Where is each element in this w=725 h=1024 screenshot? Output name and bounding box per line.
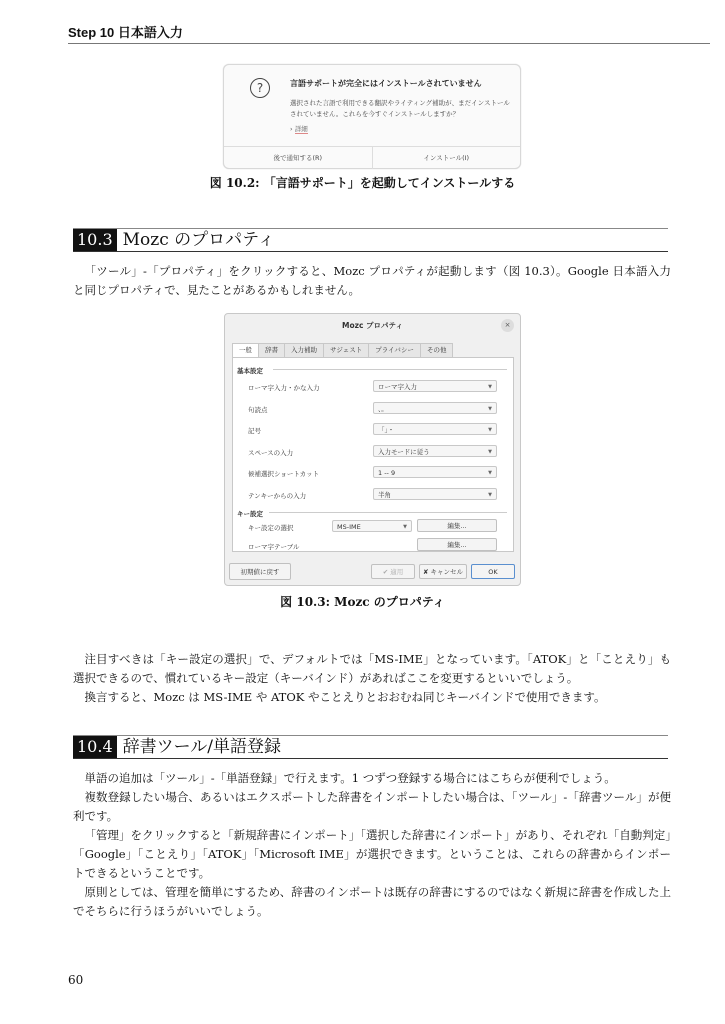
section-10-3-body [73, 262, 671, 300]
dropdown-arrow-icon: ▼ [488, 449, 492, 455]
tab-suggest[interactable]: サジェスト [323, 343, 369, 357]
general-panel [232, 357, 514, 552]
group-key-settings: キー設定 [237, 510, 263, 518]
candidate-shortcut-select[interactable]: 1 -- 9 ▼ [373, 466, 497, 478]
paragraph: 「ツール」-「プロパティ」をクリックすると、Mozc プロパティが起動します（図 10.3）。Google 日本語入力と同じプロパティで、見たことがあるかもしれません。 [73, 264, 671, 297]
group-divider [269, 512, 507, 513]
romaji-table-label: ローマ字テーブル [248, 543, 300, 551]
cancel-button[interactable]: ✘ キャンセル [419, 564, 467, 579]
keymap-label: キー設定の選択 [248, 524, 294, 532]
section-title: 辞書ツール/単語登録 [122, 737, 282, 757]
paragraph: 原則としては、管理を簡単にするため、辞書のインポートは既存の辞書にするのではなく新規に辞書を作成した上でそちらに行うほうがいいでしょう。 [73, 885, 671, 918]
keymap-select[interactable]: MS-IME ▼ [332, 520, 412, 532]
dropdown-arrow-icon: ▼ [403, 524, 407, 530]
details-link[interactable]: 詳細 [294, 125, 308, 133]
romaji-kana-select[interactable]: ローマ字入力 ▼ [373, 380, 497, 392]
header-rule [68, 43, 710, 44]
symbol-select[interactable]: 「」・ ▼ [373, 423, 497, 435]
punctuation-label: 句読点 [248, 406, 268, 414]
dropdown-arrow-icon: ▼ [488, 384, 492, 390]
reset-defaults-button[interactable]: 初期値に戻す [229, 563, 291, 580]
group-divider [273, 369, 507, 370]
language-support-dialog [223, 64, 521, 169]
dropdown-arrow-icon: ▼ [488, 406, 492, 412]
section-title: Mozc のプロパティ [122, 230, 275, 250]
symbol-label: 記号 [248, 427, 261, 435]
section-number: 10.4 [73, 736, 117, 758]
section-number: 10.3 [73, 229, 117, 251]
space-input-select[interactable]: 入力モードに従う ▼ [373, 445, 497, 457]
mozc-properties-dialog [224, 313, 521, 586]
tab-input-assist[interactable]: 入力補助 [284, 343, 324, 357]
section-10-4-body [73, 769, 671, 921]
paragraph: 「管理」をクリックすると「新規辞書にインポート」「選択した辞書にインポート」があり、それぞれ「自動判定」「Google」「ことえり」「ATOK」「Microsoft IME」が選択できます。ということは、これらの辞書からインポートできるということです。 [73, 828, 671, 880]
remind-later-button[interactable]: 後で通知する(R) [273, 154, 323, 162]
dropdown-arrow-icon: ▼ [488, 492, 492, 498]
chevron-right-icon: › [290, 125, 293, 133]
space-input-label: スペースの入力 [248, 449, 294, 457]
dialog-title: 言語サポートが完全にはインストールされていません [290, 79, 482, 88]
keymap-discussion [73, 650, 671, 707]
install-button[interactable]: インストール(I) [372, 147, 521, 169]
candidate-shortcut-label: 候補選択ショートカット [248, 470, 320, 478]
figure-caption-10-2: 図 10.2: 「言語サポート」を起動してインストールする [209, 176, 516, 190]
page-number: 60 [68, 973, 84, 987]
tab-bar [232, 343, 452, 358]
numpad-input-label: テンキーからの入力 [248, 492, 307, 500]
section-heading-10-3 [73, 229, 668, 252]
paragraph: 注目すべきは「キー設定の選択」で、デフォルトでは「MS-IME」となっています。「ATOK」と「ことえり」も選択できるので、慣れているキー設定（キーバインド）があればここを変更するといいでしょう。 [73, 652, 671, 685]
keymap-edit-button[interactable]: 編集... [417, 519, 497, 532]
romaji-kana-label: ローマ字入力・かな入力 [248, 384, 320, 392]
dropdown-arrow-icon: ▼ [488, 427, 492, 433]
question-circle-icon: ? [250, 78, 270, 98]
punctuation-select[interactable]: 、。 ▼ [373, 402, 497, 414]
apply-button[interactable]: ✔ 適用 [371, 564, 415, 579]
ok-button[interactable]: OK [471, 564, 515, 579]
details-expander[interactable] [290, 124, 308, 133]
paragraph: 複数登録したい場合、あるいはエクスポートした辞書をインポートしたい場合は、「ツール」-「辞書ツール」が便利です。 [73, 790, 671, 823]
dropdown-arrow-icon: ▼ [488, 470, 492, 476]
paragraph: 換言すると、Mozc は MS-IME や ATOK やことえりとおおむね同じキーバインドで使用できます。 [84, 690, 606, 704]
group-basic-settings: 基本設定 [237, 367, 263, 375]
dialog-title: Mozc プロパティ [342, 321, 403, 330]
romaji-table-edit-button[interactable]: 編集... [417, 538, 497, 551]
numpad-input-select[interactable]: 半角 ▼ [373, 488, 497, 500]
tab-other[interactable]: その他 [420, 343, 454, 357]
tab-general[interactable]: 一般 [232, 343, 259, 358]
paragraph: 単語の追加は「ツール」-「単語登録」で行えます。1 つずつ登録する場合にはこちらが便利でしょう。 [84, 771, 616, 785]
dialog-message: 選択された言語で利用できる翻訳やライティング補助が、まだインストールされていません。これらを今すぐインストールしますか？ [290, 99, 510, 118]
section-heading-10-4 [73, 736, 668, 759]
tab-privacy[interactable]: プライバシー [368, 343, 421, 357]
tab-dictionary[interactable]: 辞書 [258, 343, 285, 357]
running-head: Step 10 日本語入力 [68, 25, 183, 40]
figure-caption-10-3: 図 10.3: Mozc のプロパティ [280, 595, 445, 609]
close-icon[interactable]: × [501, 319, 514, 332]
